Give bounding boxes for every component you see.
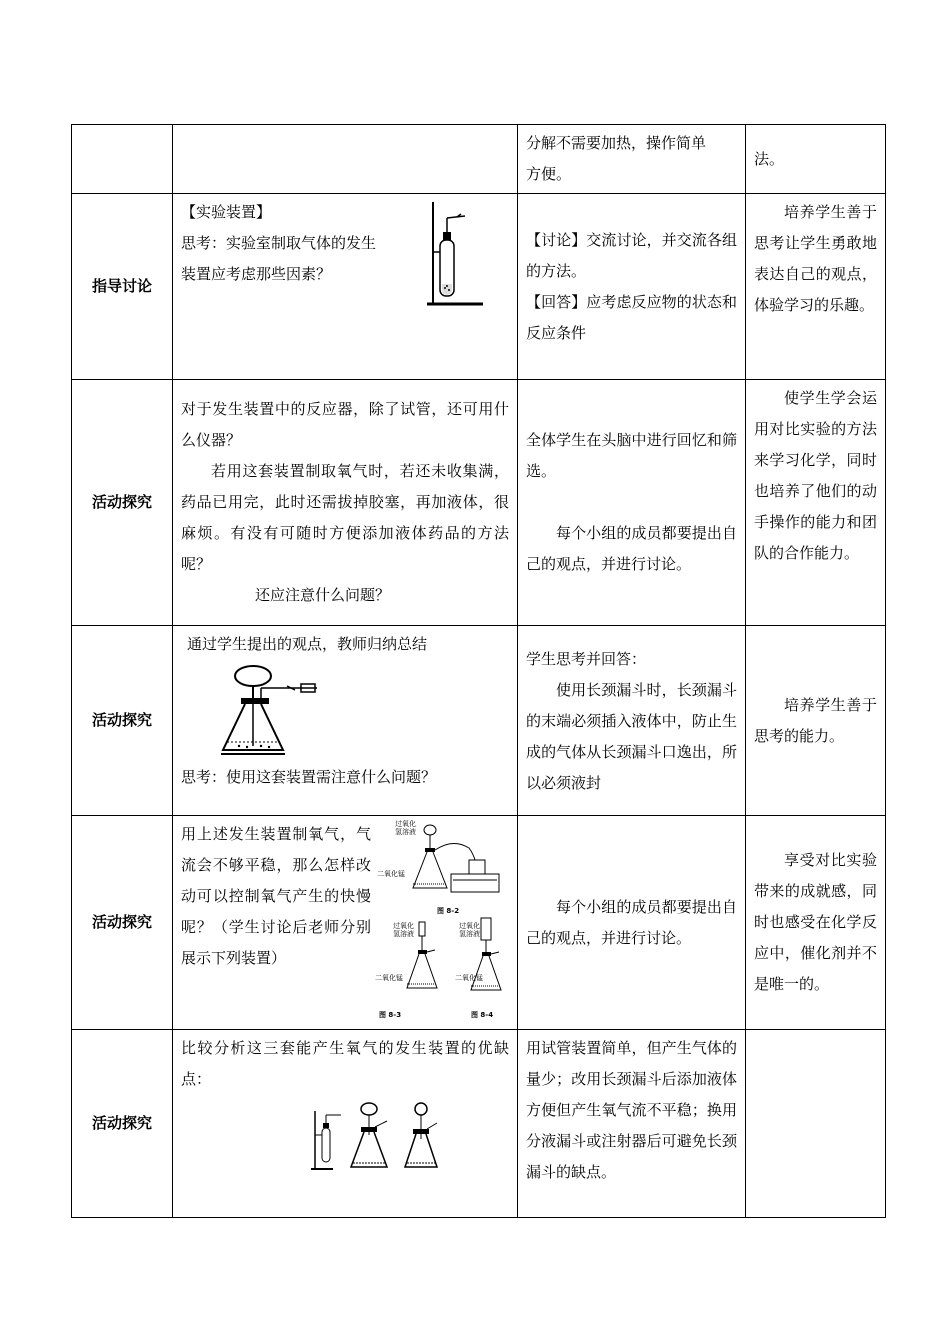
design-intent-cell	[746, 626, 886, 816]
student-activity-cell	[518, 380, 746, 626]
teacher-activity-cell	[173, 125, 518, 194]
student-text: 方便。	[526, 165, 572, 183]
teacher-activity-cell	[173, 816, 518, 1030]
table-row	[72, 626, 886, 816]
intent-text: 使学生学会运用对比实验的方法来学习化学，同时也培养了他们的动手操作的能力和团队的合作能力。	[754, 389, 877, 562]
teacher-text: 思考：实验室制取气体的发生	[181, 234, 377, 252]
apparatus-figures	[373, 818, 509, 1019]
stage-cell: 活动探究	[72, 1030, 173, 1218]
student-activity-cell	[518, 1030, 746, 1218]
h2o2-label: 过氧化氢溶液	[395, 820, 416, 836]
teacher-text: 用上述发生装置制氧气，气流会不够平稳，那么怎样改动可以控制氧气产生的快慢呢？（学生讨论后老师分别展示下列装置）	[181, 825, 371, 967]
design-intent-cell	[746, 816, 886, 1030]
teacher-text: 比较分析这三套能产生氧气的发生装置的优缺点：	[181, 1039, 509, 1088]
intent-text: 享受对比实验带来的成就感，同时也感受在化学反应中，催化剂并不是唯一的。	[754, 851, 877, 993]
teacher-text: 还应注意什么问题？	[255, 586, 391, 604]
figure-caption: 图 8-4	[471, 1011, 494, 1019]
student-activity-cell	[518, 816, 746, 1030]
student-text: 【讨论】交流讨论，并交流各组的方法。	[526, 230, 737, 280]
design-intent-cell	[746, 194, 886, 380]
table-row	[72, 1030, 886, 1218]
figure-caption: 图 8-2	[437, 907, 460, 915]
teacher-activity-cell	[173, 1030, 518, 1218]
mno2-label: 二氧化锰	[455, 974, 483, 982]
design-intent-cell	[746, 1030, 886, 1218]
figure-caption: 图 8-3	[379, 1011, 402, 1019]
three-apparatus-illustration	[309, 1101, 509, 1173]
intent-text: 培养学生善于思考让学生勇敢地表达自己的观点，体验学习的乐趣。	[754, 203, 877, 314]
design-intent-cell	[746, 380, 886, 626]
teacher-activity-cell	[173, 380, 518, 626]
design-intent-cell	[746, 125, 886, 194]
student-activity-cell	[518, 125, 746, 194]
stage-cell: 活动探究	[72, 816, 173, 1030]
table-row	[72, 380, 886, 626]
student-text: 用试管装置简单，但产生气体的量少；改用长颈漏斗后添加液体方便但产生氧气流不平稳；换用分液漏斗或注射器后可避免长颈漏斗的缺点。	[526, 1039, 737, 1181]
student-text: 分解不需要加热，操作简单	[526, 134, 707, 152]
table-row	[72, 816, 886, 1030]
table-row	[72, 125, 886, 194]
teacher-text: 【实验装置】	[181, 203, 272, 221]
student-text: 【回答】应考虑反应物的状态和反应条件	[526, 292, 737, 342]
student-text: 每个小组的成员都要提出自己的观点，并进行讨论。	[526, 897, 737, 947]
teacher-text: 通过学生提出的观点，教师归纳总结	[187, 635, 428, 653]
student-text: 使用长颈漏斗时，长颈漏斗的末端必须插入液体中，防止生成的气体从长颈漏斗口逸出，所以必须液封	[526, 681, 737, 792]
stage-cell: 活动探究	[72, 380, 173, 626]
funnel-flask-illustration	[217, 662, 509, 758]
teacher-text: 装置应考虑那些因素？	[181, 265, 332, 283]
lesson-plan-table	[71, 124, 886, 1218]
teacher-activity-cell	[173, 626, 518, 816]
student-activity-cell	[518, 194, 746, 380]
student-text: 全体学生在头脑中进行回忆和筛选。	[526, 431, 737, 480]
student-activity-cell	[518, 626, 746, 816]
intent-text: 培养学生善于思考的能力。	[754, 695, 877, 745]
mno2-label: 二氧化锰	[375, 974, 403, 982]
stage-cell	[72, 125, 173, 194]
student-text: 每个小组的成员都要提出自己的观点，并进行讨论。	[526, 524, 737, 573]
teacher-activity-cell	[173, 194, 518, 380]
intent-text: 法。	[754, 149, 785, 168]
stage-cell: 活动探究	[72, 626, 173, 816]
table-row	[72, 194, 886, 380]
h2o2-label: 过氧化氢溶液	[459, 922, 480, 938]
teacher-text: 若用这套装置制取氧气时，若还未收集满，药品已用完，此时还需拔掉胶塞，再加液体，很麻烦。有没有可随时方便添加液体药品的方法呢？	[181, 462, 509, 573]
teacher-text: 对于发生装置中的反应器，除了试管，还可用什么仪器？	[181, 400, 509, 449]
h2o2-label: 过氧化氢溶液	[393, 922, 414, 938]
test-tube-apparatus-illustration	[421, 200, 493, 310]
mno2-label: 二氧化锰	[377, 870, 405, 878]
student-text: 学生思考并回答：	[526, 650, 647, 668]
teacher-text: 思考：使用这套装置需注意什么问题？	[181, 768, 437, 786]
stage-cell: 指导讨论	[72, 194, 173, 380]
